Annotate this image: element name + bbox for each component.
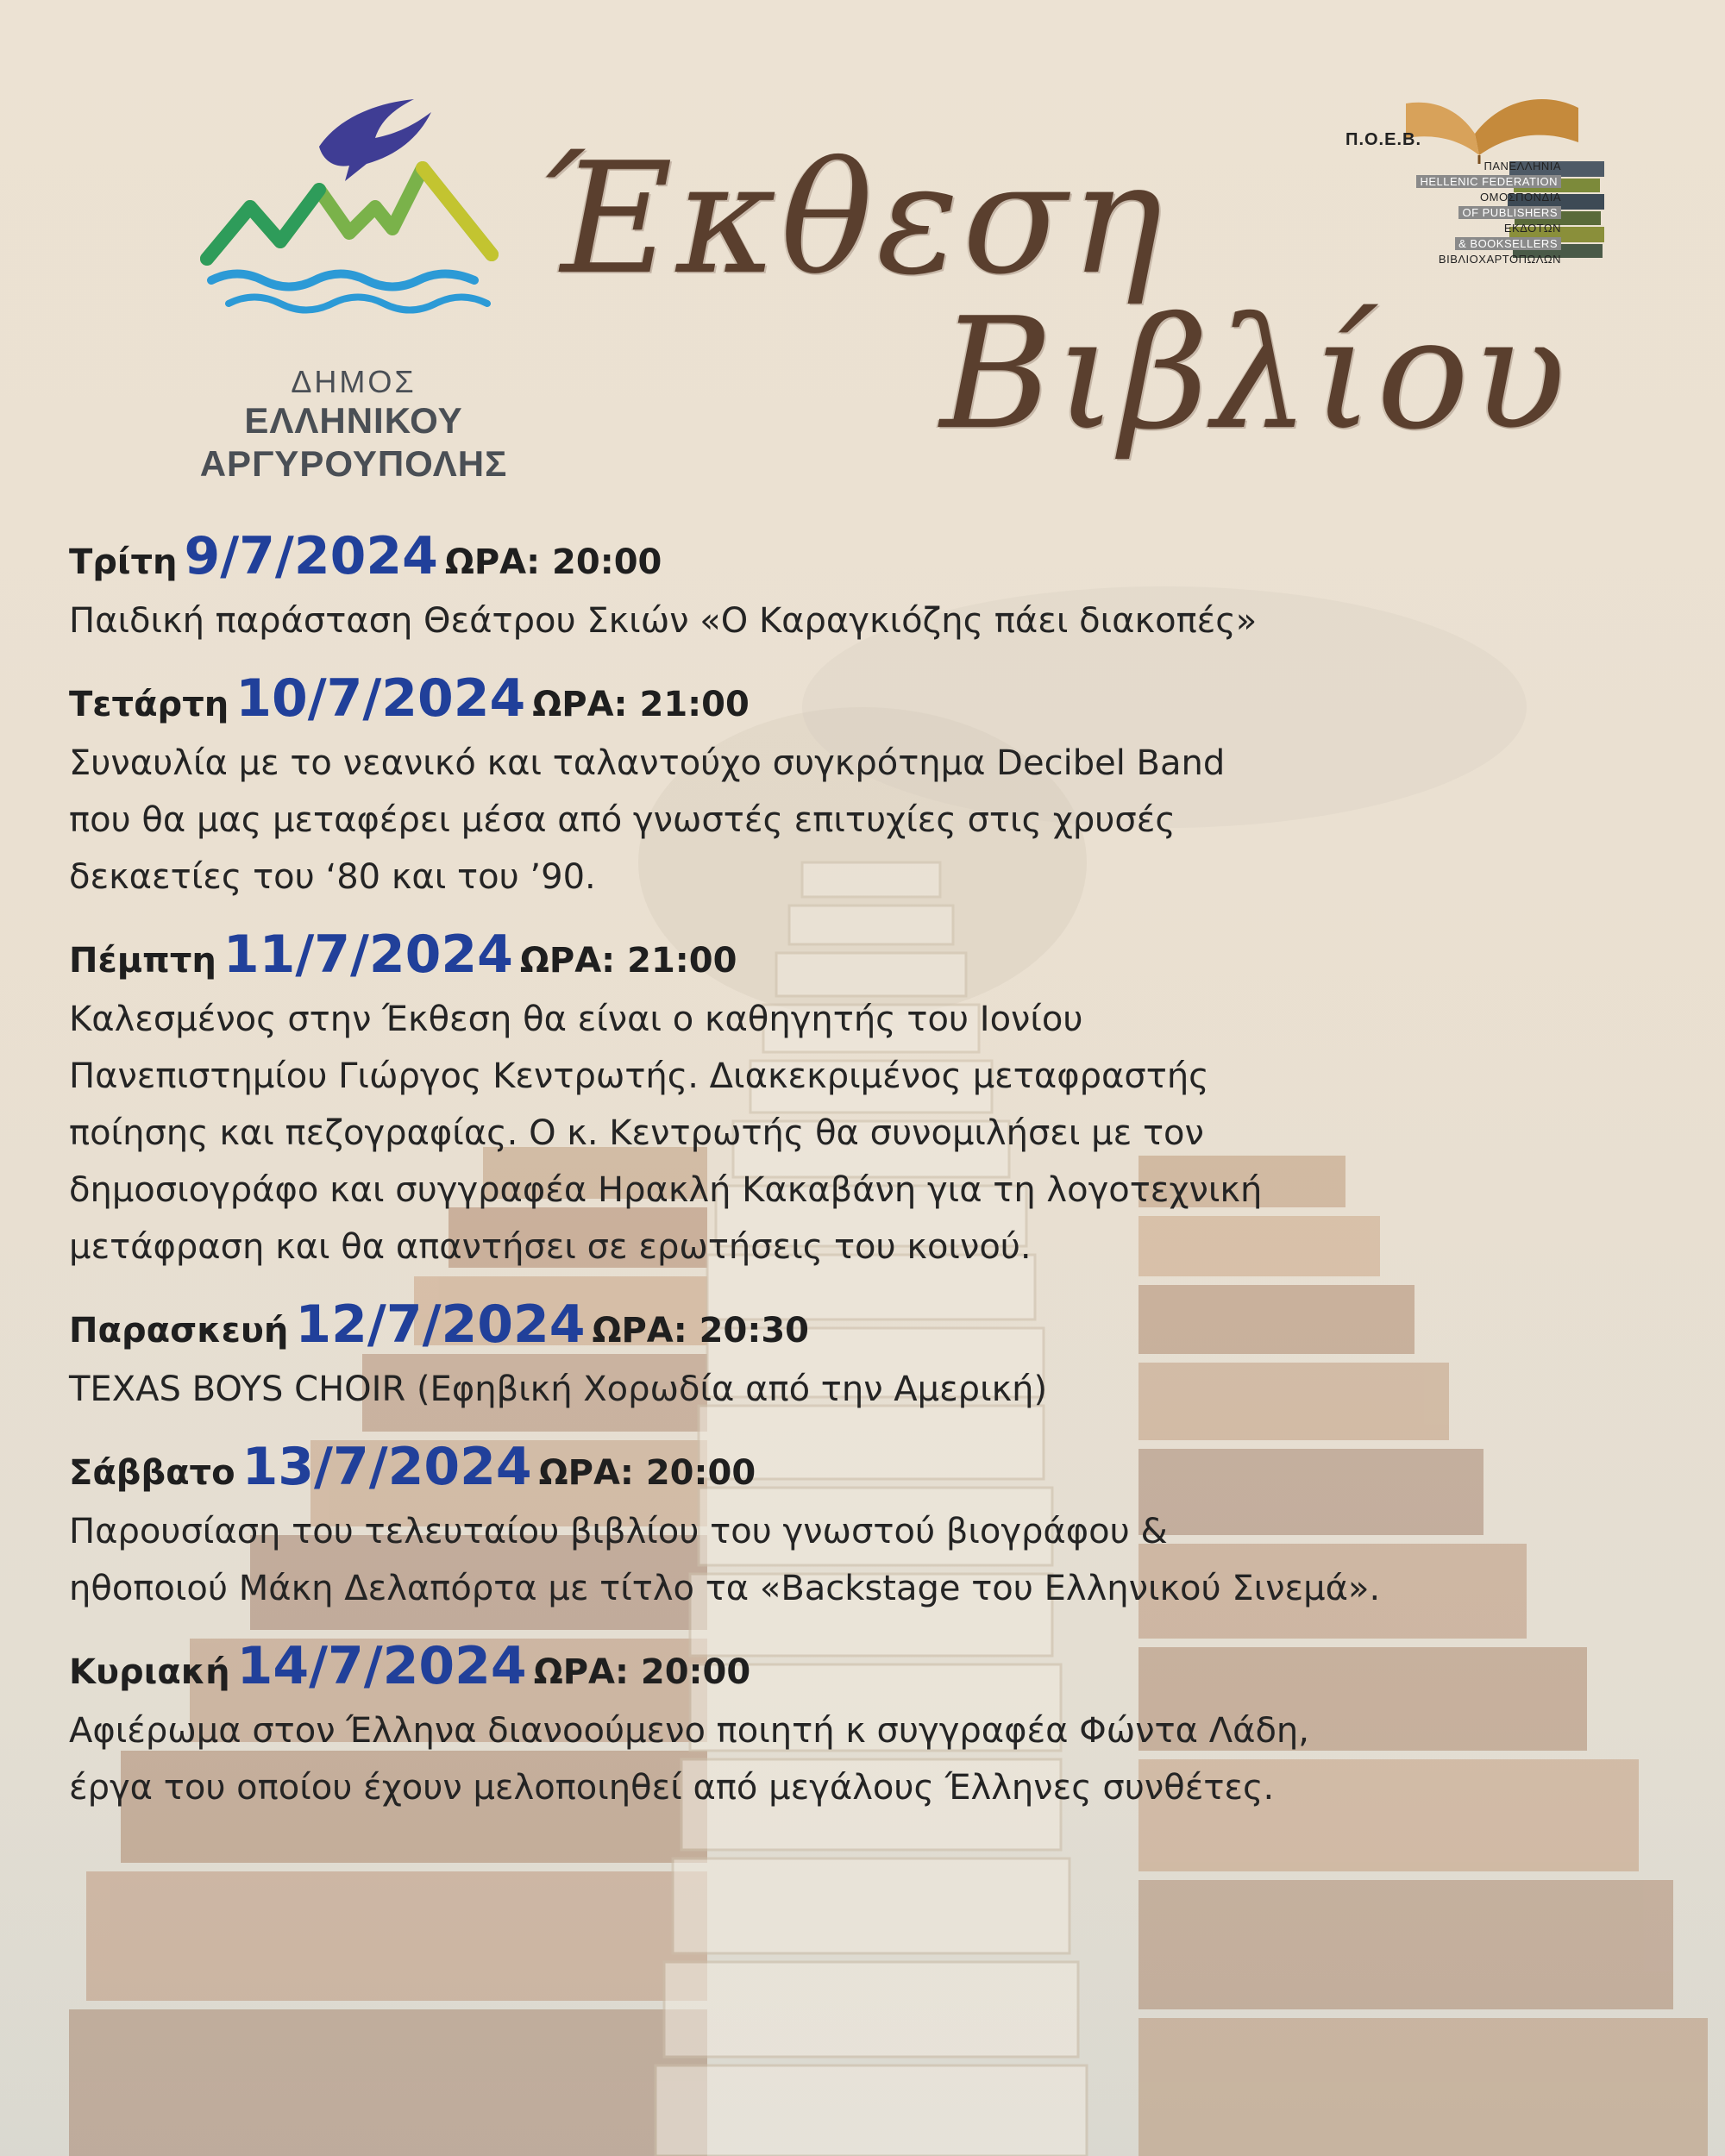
- event-schedule: [69, 526, 1673, 1835]
- event-item: [69, 924, 1673, 1275]
- federation-row: & BOOKSELLERS: [1455, 237, 1561, 250]
- dove-over-mountains-icon: [198, 86, 509, 362]
- event-day: Παρασκευή: [69, 1311, 289, 1351]
- event-day: Τετάρτη: [69, 685, 229, 724]
- event-description: Παιδική παράσταση Θεάτρου Σκιών «Ο Καραγκιόζης πάει διακοπές»: [69, 601, 1258, 641]
- event-description: Καλεσμένος στην Έκθεση θα είναι ο καθηγητής του Ιονίου Πανεπιστημίου Γιώργος Κεντρωτής. Διακεκριμένος μεταφραστής ποίησης και πεζογραφίας. Ο κ. Κεντρωτής θα συνομιλήσει με τον δημοσιογράφο και συγγραφέα Ηρακλή Κακαβάνη για τη λογοτεχνική μετάφραση και θα απαντήσει σε ερωτήσεις του κοινού.: [69, 1000, 1263, 1267]
- federation-row: OF PUBLISHERS: [1458, 206, 1561, 219]
- event-item: [69, 1437, 1673, 1617]
- event-date: 13/7/2024: [242, 1437, 532, 1497]
- event-heading: [69, 924, 1673, 991]
- event-time: ΩΡΑ: 20:00: [538, 1453, 756, 1493]
- municipality-line3: ΑΡΓΥΡΟΥΠΟΛΗΣ: [199, 443, 508, 484]
- municipality-line1: ΔΗΜΟΣ: [291, 364, 417, 399]
- event-heading: [69, 1294, 1673, 1361]
- event-heading: [69, 1636, 1673, 1702]
- federation-row: ΠΑΝΕΛΛΗΝΙΑ: [1484, 160, 1561, 172]
- event-date: 12/7/2024: [295, 1294, 586, 1355]
- federation-row: HELLENIC FEDERATION: [1416, 175, 1561, 188]
- federation-abbreviation: Π.Ο.Ε.Β.: [1346, 130, 1422, 149]
- event-item: [69, 1294, 1673, 1418]
- event-heading: [69, 668, 1673, 735]
- event-item: [69, 526, 1673, 649]
- event-date: 9/7/2024: [184, 526, 438, 586]
- event-day: Τρίτη: [69, 542, 178, 582]
- federation-row: ΒΙΒΛΙΟΧΑΡΤΟΠΩΛΩΝ: [1438, 253, 1561, 266]
- event-time: ΩΡΑ: 20:00: [533, 1652, 751, 1692]
- event-time: ΩΡΑ: 21:00: [519, 941, 737, 981]
- event-description: Συναυλία με το νεανικό και ταλαντούχο συγκρότημα Decibel Band που θα μας μεταφέρει μέσα από γνωστές επιτυχίες στις χρυσές δεκαετίες του ‘80 και του ’90.: [69, 743, 1226, 897]
- title-line2: Βιβλίου: [940, 285, 1570, 463]
- event-time: ΩΡΑ: 20:00: [444, 542, 662, 582]
- event-description: TEXAS BOYS CHOIR (Εφηβική Χορωδία από την Αμερική): [69, 1369, 1048, 1409]
- municipality-logo: [172, 86, 535, 484]
- event-description: Παρουσίαση του τελευταίου βιβλίου του γνωστού βιογράφου & ηθοποιού Μάκη Δελαπόρτα με τίτλο τα «Backstage του Ελληνικού Σινεμά».: [69, 1512, 1381, 1608]
- event-date: 11/7/2024: [223, 924, 513, 985]
- federation-row: ΕΚΔΟΤΩΝ: [1503, 222, 1561, 235]
- federation-logo: [1302, 82, 1647, 289]
- event-time: ΩΡΑ: 21:00: [532, 685, 750, 724]
- event-date: 10/7/2024: [235, 668, 526, 729]
- title-line1: Έκθεση: [535, 129, 1166, 308]
- event-description: Αφιέρωμα στον Έλληνα διανοούμενο ποιητή κ συγγραφέα Φώντα Λάδη, έργα του οποίου έχουν μελοποιηθεί από μεγάλους Έλληνες συνθέτες.: [69, 1711, 1309, 1808]
- event-heading: [69, 1437, 1673, 1503]
- event-heading: [69, 526, 1673, 592]
- event-item: [69, 668, 1673, 906]
- event-item: [69, 1636, 1673, 1816]
- event-day: Κυριακή: [69, 1652, 230, 1692]
- municipality-line2: ΕΛΛΗΝΙΚΟΥ: [244, 400, 463, 441]
- event-day: Σάββατο: [69, 1453, 235, 1493]
- federation-row: ΟΜΟΣΠΟΝΔΙΑ: [1480, 191, 1561, 204]
- event-day: Πέμπτη: [69, 941, 216, 981]
- event-date: 14/7/2024: [236, 1636, 527, 1696]
- event-time: ΩΡΑ: 20:30: [592, 1311, 810, 1351]
